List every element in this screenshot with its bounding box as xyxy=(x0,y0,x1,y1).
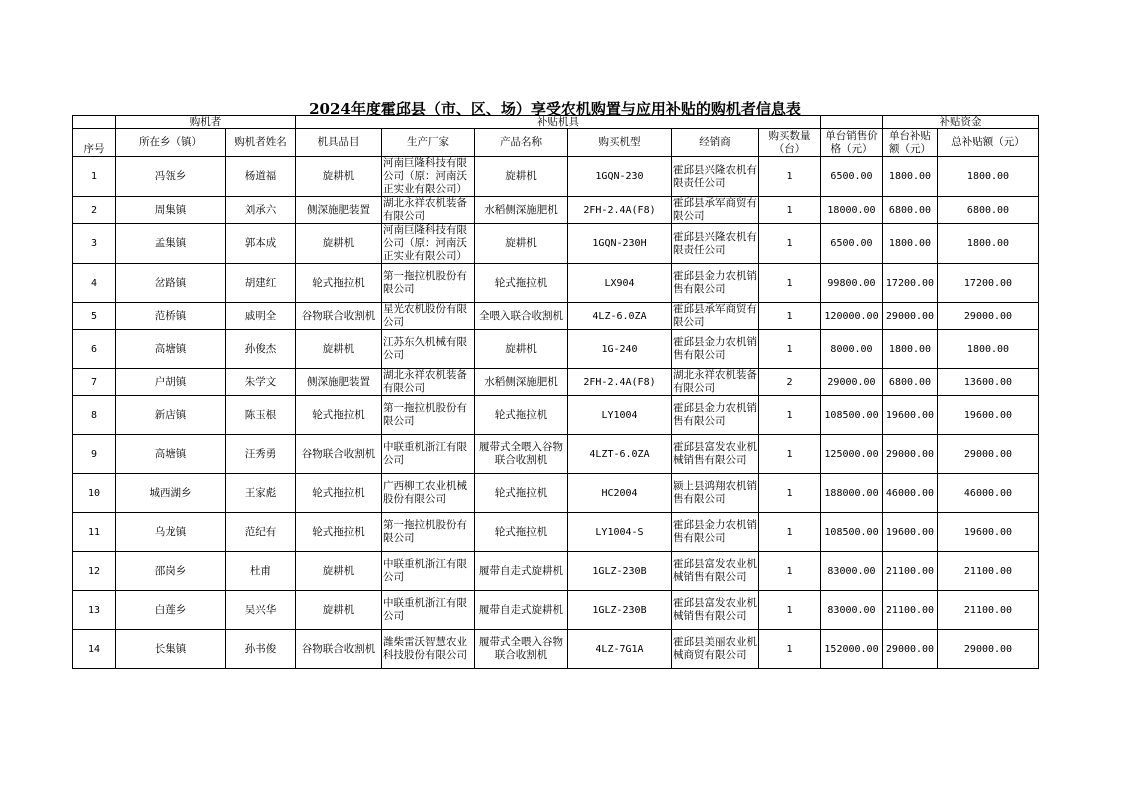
cell-buyer-name: 杨道福 xyxy=(226,157,296,197)
cell-unit-price: 108500.00 xyxy=(821,396,883,435)
cell-unit-price: 99800.00 xyxy=(821,264,883,303)
cell-manufacturer: 第一拖拉机股份有限公司 xyxy=(382,264,475,303)
table-row xyxy=(73,552,1039,591)
cell-seq: 8 xyxy=(73,396,116,435)
cell-model: 2FH-2.4A(F8) xyxy=(568,197,672,224)
cell-total-subsidy: 29000.00 xyxy=(938,303,1039,330)
cell-category: 旋耕机 xyxy=(296,157,382,197)
col-header-buyer-name: 购机者姓名 xyxy=(226,129,296,157)
cell-product: 履带式全喂入谷物联合收割机 xyxy=(475,630,568,669)
group-header-machine: 补贴机具 xyxy=(296,116,821,129)
cell-manufacturer: 星光农机股份有限公司 xyxy=(382,303,475,330)
cell-township: 长集镇 xyxy=(116,630,226,669)
table-row xyxy=(73,224,1039,264)
table-row xyxy=(73,591,1039,630)
cell-dealer: 颍上县鸿翔农机销售有限公司 xyxy=(672,474,759,513)
cell-manufacturer: 中联重机浙江有限公司 xyxy=(382,552,475,591)
cell-dealer: 霍邱县兴隆农机有限责任公司 xyxy=(672,224,759,264)
cell-total-subsidy: 1800.00 xyxy=(938,157,1039,197)
cell-category: 侧深施肥装置 xyxy=(296,369,382,396)
page-title: 2024年度霍邱县（市、区、场）享受农机购置与应用补贴的购机者信息表 xyxy=(309,100,801,118)
cell-seq: 4 xyxy=(73,264,116,303)
cell-qty: 1 xyxy=(759,224,821,264)
table-row xyxy=(73,630,1039,669)
cell-seq: 7 xyxy=(73,369,116,396)
col-header-product: 产品名称 xyxy=(475,129,568,157)
table-row xyxy=(73,264,1039,303)
cell-unit-subsidy: 29000.00 xyxy=(883,630,938,669)
cell-total-subsidy: 21100.00 xyxy=(938,552,1039,591)
cell-unit-price: 83000.00 xyxy=(821,591,883,630)
cell-seq: 3 xyxy=(73,224,116,264)
cell-township: 周集镇 xyxy=(116,197,226,224)
cell-category: 谷物联合收割机 xyxy=(296,435,382,474)
cell-model: 2FH-2.4A(F8) xyxy=(568,369,672,396)
cell-product: 旋耕机 xyxy=(475,330,568,369)
table-row xyxy=(73,330,1039,369)
cell-product: 旋耕机 xyxy=(475,224,568,264)
table-row xyxy=(73,369,1039,396)
cell-category: 谷物联合收割机 xyxy=(296,630,382,669)
cell-category: 轮式拖拉机 xyxy=(296,474,382,513)
cell-model: 4LZ-6.0ZA xyxy=(568,303,672,330)
cell-seq: 11 xyxy=(73,513,116,552)
cell-township: 新店镇 xyxy=(116,396,226,435)
table-row xyxy=(73,157,1039,197)
cell-dealer: 霍邱县承军商贸有限公司 xyxy=(673,197,757,222)
cell-manufacturer: 潍柴雷沃智慧农业科技股份有限公司 xyxy=(382,630,475,669)
cell-manufacturer: 江苏东久机械有限公司 xyxy=(382,330,475,369)
cell-seq: 2 xyxy=(73,197,116,224)
cell-qty: 1 xyxy=(759,157,821,197)
cell-product: 履带式全喂入谷物联合收割机 xyxy=(475,435,568,474)
cell-buyer-name: 孙俊杰 xyxy=(226,330,296,369)
cell-dealer: 霍邱县金力农机销售有限公司 xyxy=(672,330,759,369)
cell-manufacturer: 中联重机浙江有限公司 xyxy=(382,591,475,630)
cell-model: LY1004-S xyxy=(568,513,672,552)
cell-product: 履带自走式旋耕机 xyxy=(475,591,568,630)
cell-buyer-name: 郭本成 xyxy=(226,224,296,264)
cell-model: 1G-240 xyxy=(568,330,672,369)
cell-unit-subsidy: 29000.00 xyxy=(883,303,938,330)
cell-dealer: 霍邱县金力农机销售有限公司 xyxy=(672,396,759,435)
cell-unit-price: 29000.00 xyxy=(821,369,883,396)
col-header-model: 购买机型 xyxy=(568,129,672,157)
cell-unit-price: 120000.00 xyxy=(821,303,883,330)
cell-manufacturer: 河南巨隆科技有限公司（原：河南沃正实业有限公司） xyxy=(382,157,475,197)
cell-model: LY1004 xyxy=(568,396,672,435)
cell-unit-price: 6500.00 xyxy=(821,157,883,197)
cell-model: 4LZT-6.0ZA xyxy=(568,435,672,474)
cell-unit-subsidy: 29000.00 xyxy=(883,435,938,474)
cell-qty: 1 xyxy=(759,552,821,591)
cell-qty: 1 xyxy=(759,303,821,330)
cell-dealer: 霍邱县富发农业机械销售有限公司 xyxy=(672,591,759,630)
cell-qty: 1 xyxy=(759,513,821,552)
cell-product: 轮式拖拉机 xyxy=(475,513,568,552)
cell-total-subsidy: 17200.00 xyxy=(938,264,1039,303)
cell-product: 水稻侧深施肥机 xyxy=(475,369,568,396)
cell-total-subsidy: 29000.00 xyxy=(938,630,1039,669)
table-row xyxy=(73,435,1039,474)
table-row xyxy=(73,513,1039,552)
col-header-category: 机具品目 xyxy=(296,129,382,157)
cell-seq: 13 xyxy=(73,591,116,630)
cell-product: 轮式拖拉机 xyxy=(475,396,568,435)
cell-dealer: 霍邱县富发农业机械销售有限公司 xyxy=(672,435,759,474)
cell-township: 孟集镇 xyxy=(116,224,226,264)
cell-manufacturer: 湖北永祥农机装备有限公司 xyxy=(382,197,475,224)
cell-total-subsidy: 29000.00 xyxy=(938,435,1039,474)
cell-manufacturer: 第一拖拉机股份有限公司 xyxy=(382,513,475,552)
header-blank xyxy=(821,116,883,129)
cell-qty: 1 xyxy=(759,264,821,303)
cell-category: 旋耕机 xyxy=(296,224,382,264)
cell-model: 1GLZ-230B xyxy=(568,552,672,591)
col-header-total-subsidy: 总补贴额（元） xyxy=(938,129,1039,157)
table-row xyxy=(73,474,1039,513)
cell-unit-subsidy: 1800.00 xyxy=(883,330,938,369)
cell-manufacturer: 河南巨隆科技有限公司（原：河南沃正实业有限公司） xyxy=(382,224,475,264)
col-header-seq: 序号 xyxy=(73,129,116,157)
col-header-unit-price: 单台销售价格（元） xyxy=(821,129,883,157)
cell-dealer: 霍邱县美丽农业机械商贸有限公司 xyxy=(672,630,759,669)
cell-total-subsidy: 13600.00 xyxy=(938,369,1039,396)
cell-buyer-name: 陈玉根 xyxy=(226,396,296,435)
cell-township: 岔路镇 xyxy=(116,264,226,303)
cell-total-subsidy: 6800.00 xyxy=(938,197,1039,224)
cell-product: 轮式拖拉机 xyxy=(475,474,568,513)
cell-category: 谷物联合收割机 xyxy=(296,303,382,330)
cell-unit-price: 6500.00 xyxy=(821,224,883,264)
col-header-manufacturer: 生产厂家 xyxy=(382,129,475,157)
cell-qty: 1 xyxy=(759,474,821,513)
cell-dealer: 霍邱县兴隆农机有限责任公司 xyxy=(672,157,759,197)
cell-seq: 9 xyxy=(73,435,116,474)
cell-total-subsidy: 21100.00 xyxy=(938,591,1039,630)
cell-model: 1GQN-230 xyxy=(568,157,672,197)
group-header-funds: 补贴资金 xyxy=(883,116,1039,129)
table-row xyxy=(73,303,1039,330)
group-header-row xyxy=(73,116,1039,129)
cell-qty: 1 xyxy=(759,197,821,224)
cell-category: 侧深施肥装置 xyxy=(296,197,382,224)
cell-manufacturer: 湖北永祥农机装备有限公司 xyxy=(382,369,475,396)
cell-unit-price: 125000.00 xyxy=(821,435,883,474)
cell-product: 水稻侧深施肥机 xyxy=(475,197,568,224)
table-row xyxy=(73,197,1039,224)
cell-buyer-name: 戚明全 xyxy=(226,303,296,330)
cell-manufacturer: 第一拖拉机股份有限公司 xyxy=(382,396,475,435)
cell-unit-price: 152000.00 xyxy=(821,630,883,669)
cell-unit-subsidy: 17200.00 xyxy=(883,264,938,303)
cell-category: 轮式拖拉机 xyxy=(296,396,382,435)
cell-product: 履带自走式旋耕机 xyxy=(475,552,568,591)
col-header-qty: 购买数量（台） xyxy=(759,129,821,157)
cell-product: 旋耕机 xyxy=(475,157,568,197)
cell-product: 轮式拖拉机 xyxy=(475,264,568,303)
cell-unit-subsidy: 1800.00 xyxy=(883,224,938,264)
col-header-dealer: 经销商 xyxy=(672,129,759,157)
cell-township: 高塘镇 xyxy=(116,330,226,369)
cell-manufacturer: 广西柳工农业机械股份有限公司 xyxy=(382,474,475,513)
cell-total-subsidy: 46000.00 xyxy=(938,474,1039,513)
cell-unit-price: 8000.00 xyxy=(821,330,883,369)
cell-unit-subsidy: 1800.00 xyxy=(883,157,938,197)
cell-seq: 12 xyxy=(73,552,116,591)
cell-township: 乌龙镇 xyxy=(116,513,226,552)
cell-unit-price: 108500.00 xyxy=(821,513,883,552)
cell-dealer: 霍邱县金力农机销售有限公司 xyxy=(672,264,759,303)
cell-township: 邵岗乡 xyxy=(116,552,226,591)
cell-qty: 1 xyxy=(759,630,821,669)
cell-township: 城西湖乡 xyxy=(116,474,226,513)
cell-buyer-name: 杜甫 xyxy=(226,552,296,591)
cell-dealer: 湖北永祥农机装备有限公司 xyxy=(673,369,757,394)
col-header-unit-subsidy: 单台补贴额（元） xyxy=(883,129,938,157)
cell-category: 旋耕机 xyxy=(296,552,382,591)
cell-unit-subsidy: 46000.00 xyxy=(883,474,938,513)
cell-qty: 1 xyxy=(759,396,821,435)
cell-township: 高塘镇 xyxy=(116,435,226,474)
cell-total-subsidy: 19600.00 xyxy=(938,396,1039,435)
cell-unit-subsidy: 6800.00 xyxy=(883,369,938,396)
cell-category: 旋耕机 xyxy=(296,330,382,369)
cell-buyer-name: 吴兴华 xyxy=(226,591,296,630)
column-header-row xyxy=(73,129,1039,157)
cell-buyer-name: 范纪有 xyxy=(226,513,296,552)
cell-seq: 10 xyxy=(73,474,116,513)
cell-unit-price: 18000.00 xyxy=(821,197,883,224)
group-header-buyer: 购机者 xyxy=(116,116,296,129)
cell-buyer-name: 孙书俊 xyxy=(226,630,296,669)
cell-buyer-name: 汪秀勇 xyxy=(226,435,296,474)
cell-unit-subsidy: 21100.00 xyxy=(883,591,938,630)
cell-category: 轮式拖拉机 xyxy=(296,513,382,552)
cell-unit-subsidy: 21100.00 xyxy=(883,552,938,591)
cell-model: 4LZ-7G1A xyxy=(568,630,672,669)
cell-township: 白莲乡 xyxy=(116,591,226,630)
cell-qty: 1 xyxy=(759,435,821,474)
cell-unit-subsidy: 6800.00 xyxy=(883,197,938,224)
cell-seq: 6 xyxy=(73,330,116,369)
cell-seq: 14 xyxy=(73,630,116,669)
cell-total-subsidy: 1800.00 xyxy=(938,330,1039,369)
cell-dealer: 霍邱县承军商贸有限公司 xyxy=(673,303,757,328)
cell-qty: 2 xyxy=(759,369,821,396)
cell-total-subsidy: 1800.00 xyxy=(938,224,1039,264)
cell-buyer-name: 朱学文 xyxy=(226,369,296,396)
subsidy-table xyxy=(72,115,1039,669)
cell-model: 1GLZ-230B xyxy=(568,591,672,630)
cell-qty: 1 xyxy=(759,330,821,369)
cell-buyer-name: 王家彪 xyxy=(226,474,296,513)
cell-unit-price: 188000.00 xyxy=(821,474,883,513)
cell-manufacturer: 中联重机浙江有限公司 xyxy=(382,435,475,474)
cell-category: 轮式拖拉机 xyxy=(296,264,382,303)
cell-unit-subsidy: 19600.00 xyxy=(883,396,938,435)
cell-unit-price: 83000.00 xyxy=(821,552,883,591)
cell-product: 全喂入联合收割机 xyxy=(475,303,568,330)
cell-township: 冯瓴乡 xyxy=(116,157,226,197)
cell-model: HC2004 xyxy=(568,474,672,513)
cell-model: LX904 xyxy=(568,264,672,303)
cell-model: 1GQN-230H xyxy=(568,224,672,264)
cell-unit-subsidy: 19600.00 xyxy=(883,513,938,552)
cell-total-subsidy: 19600.00 xyxy=(938,513,1039,552)
header-blank xyxy=(73,116,116,129)
cell-dealer: 霍邱县金力农机销售有限公司 xyxy=(672,513,759,552)
cell-seq: 1 xyxy=(73,157,116,197)
col-header-township: 所在乡（镇） xyxy=(116,129,226,157)
cell-category: 旋耕机 xyxy=(296,591,382,630)
cell-township: 户胡镇 xyxy=(116,369,226,396)
cell-township: 范桥镇 xyxy=(116,303,226,330)
cell-qty: 1 xyxy=(759,591,821,630)
cell-buyer-name: 刘承六 xyxy=(226,197,296,224)
cell-seq: 5 xyxy=(73,303,116,330)
cell-dealer: 霍邱县富发农业机械销售有限公司 xyxy=(672,552,759,591)
cell-buyer-name: 胡建红 xyxy=(226,264,296,303)
table-row xyxy=(73,396,1039,435)
